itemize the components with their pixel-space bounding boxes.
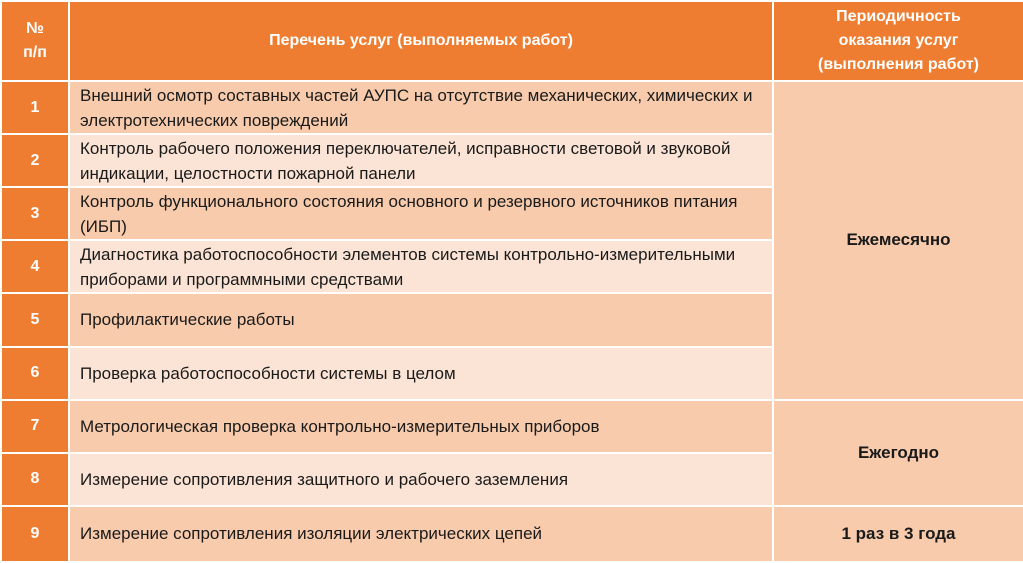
row-service: Проверка работоспособности системы в целом [69,347,773,400]
row-service: Метрологическая проверка контрольно-измерительных приборов [69,400,773,453]
row-number: 2 [1,134,69,187]
row-service: Контроль функционального состояния основного и резервного источников питания (ИБП) [69,187,773,240]
period-yearly: Ежегодно [773,400,1023,506]
row-number: 7 [1,400,69,453]
row-service: Измерение сопротивления защитного и рабочего заземления [69,453,773,506]
row-service: Внешний осмотр составных частей АУПС на отсутствие механических, химических и электротехнических повреждений [69,81,773,134]
row-number: 6 [1,347,69,400]
row-number: 1 [1,81,69,134]
row-service: Диагностика работоспособности элементов системы контрольно-измерительными приборами и программными средствами [69,240,773,293]
header-row [1,1,1023,81]
header-period: Периодичность оказания услуг (выполнения работ) [773,1,1023,81]
row-service: Измерение сопротивления изоляции электрических цепей [69,506,773,562]
period-monthly: Ежемесячно [773,81,1023,400]
row-number: 9 [1,506,69,562]
table-row [1,400,1023,453]
row-number: 5 [1,293,69,346]
row-service: Профилактические работы [69,293,773,346]
period-three-years: 1 раз в 3 года [773,506,1023,562]
header-services: Перечень услуг (выполняемых работ) [69,1,773,81]
row-number: 4 [1,240,69,293]
row-number: 3 [1,187,69,240]
row-service: Контроль рабочего положения переключателей, исправности световой и звуковой индикации, целостности пожарной панели [69,134,773,187]
row-number: 8 [1,453,69,506]
table-row [1,81,1023,134]
header-number: № п/п [1,1,69,81]
table-row [1,506,1023,562]
